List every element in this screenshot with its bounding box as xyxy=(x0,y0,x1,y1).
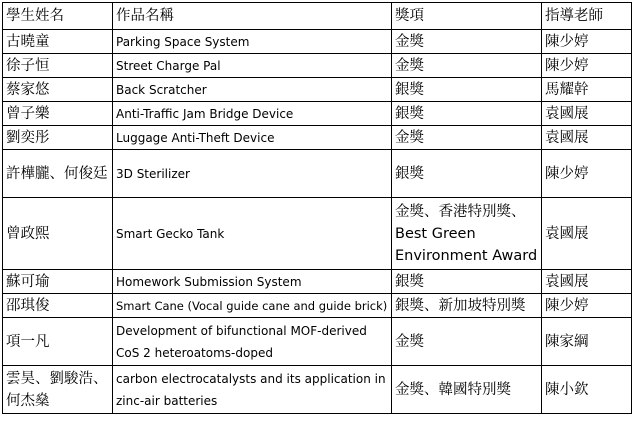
advisor-name: 馬耀幹 xyxy=(542,78,632,102)
advisor-name: 陳少婷 xyxy=(542,294,632,318)
advisor-name: 陳家綱 xyxy=(542,318,632,366)
table-row xyxy=(3,294,632,318)
table-row xyxy=(3,54,632,78)
advisor-name: 袁國展 xyxy=(542,270,632,294)
work-title: Anti-Traffic Jam Bridge Device xyxy=(113,102,392,126)
advisor-name: 袁國展 xyxy=(542,126,632,150)
advisor-name: 陳少婷 xyxy=(542,30,632,54)
table-row xyxy=(3,78,632,102)
work-title: Smart Cane (Vocal guide cane and guide brick) xyxy=(113,294,392,318)
award-cell: 金獎 xyxy=(392,54,542,78)
student-name: 曾子樂 xyxy=(3,102,113,126)
work-title: Homework Submission System xyxy=(113,270,392,294)
awards-table xyxy=(2,2,632,414)
student-name: 劉奕彤 xyxy=(3,126,113,150)
advisor-name: 陳少婷 xyxy=(542,54,632,78)
header-row xyxy=(3,3,632,30)
work-title: Parking Space System xyxy=(113,30,392,54)
student-name: 邵琪俊 xyxy=(3,294,113,318)
header-work: 作品名稱 xyxy=(113,3,392,30)
table-row xyxy=(3,102,632,126)
advisor-name: 陳少婷 xyxy=(542,150,632,198)
student-name: 雲昊、劉駿浩、何杰燊 xyxy=(3,366,113,414)
table-row xyxy=(3,150,632,198)
work-title: Smart Gecko Tank xyxy=(113,198,392,270)
award-cell: 銀獎 xyxy=(392,102,542,126)
work-title: 3D Sterilizer xyxy=(113,150,392,198)
award-cell: 銀獎 xyxy=(392,78,542,102)
work-title: Luggage Anti-Theft Device xyxy=(113,126,392,150)
student-name: 蘇可瑜 xyxy=(3,270,113,294)
student-name: 曾政熙 xyxy=(3,198,113,270)
award-cell: 銀獎 xyxy=(392,150,542,198)
award-cell: 銀獎、新加坡特別獎 xyxy=(392,294,542,318)
table-row xyxy=(3,30,632,54)
student-name: 許樺朧、何俊廷 xyxy=(3,150,113,198)
award-cell: 金獎、香港特別獎、Best Green Environment Award xyxy=(392,198,542,270)
award-cell: 銀獎 xyxy=(392,270,542,294)
header-student: 學生姓名 xyxy=(3,3,113,30)
work-title: Back Scratcher xyxy=(113,78,392,102)
award-cell: 金獎 xyxy=(392,318,542,366)
header-award: 獎項 xyxy=(392,3,542,30)
advisor-name: 袁國展 xyxy=(542,102,632,126)
student-name: 徐子恒 xyxy=(3,54,113,78)
table-row xyxy=(3,318,632,366)
award-cell: 金獎 xyxy=(392,30,542,54)
table-row xyxy=(3,126,632,150)
student-name: 古曉童 xyxy=(3,30,113,54)
award-cell: 金獎、韓國特別獎 xyxy=(392,366,542,414)
table-row xyxy=(3,270,632,294)
award-cell: 金獎 xyxy=(392,126,542,150)
advisor-name: 陳小欽 xyxy=(542,366,632,414)
student-name: 蔡家悠 xyxy=(3,78,113,102)
table-row xyxy=(3,198,632,270)
work-title: Street Charge Pal xyxy=(113,54,392,78)
work-title: carbon electrocatalysts and its application in zinc-air batteries xyxy=(113,366,392,414)
advisor-name: 袁國展 xyxy=(542,198,632,270)
work-title: Development of bifunctional MOF-derived CoS 2 heteroatoms-doped xyxy=(113,318,392,366)
table-row xyxy=(3,366,632,414)
student-name: 項一凡 xyxy=(3,318,113,366)
header-advisor: 指導老師 xyxy=(542,3,632,30)
